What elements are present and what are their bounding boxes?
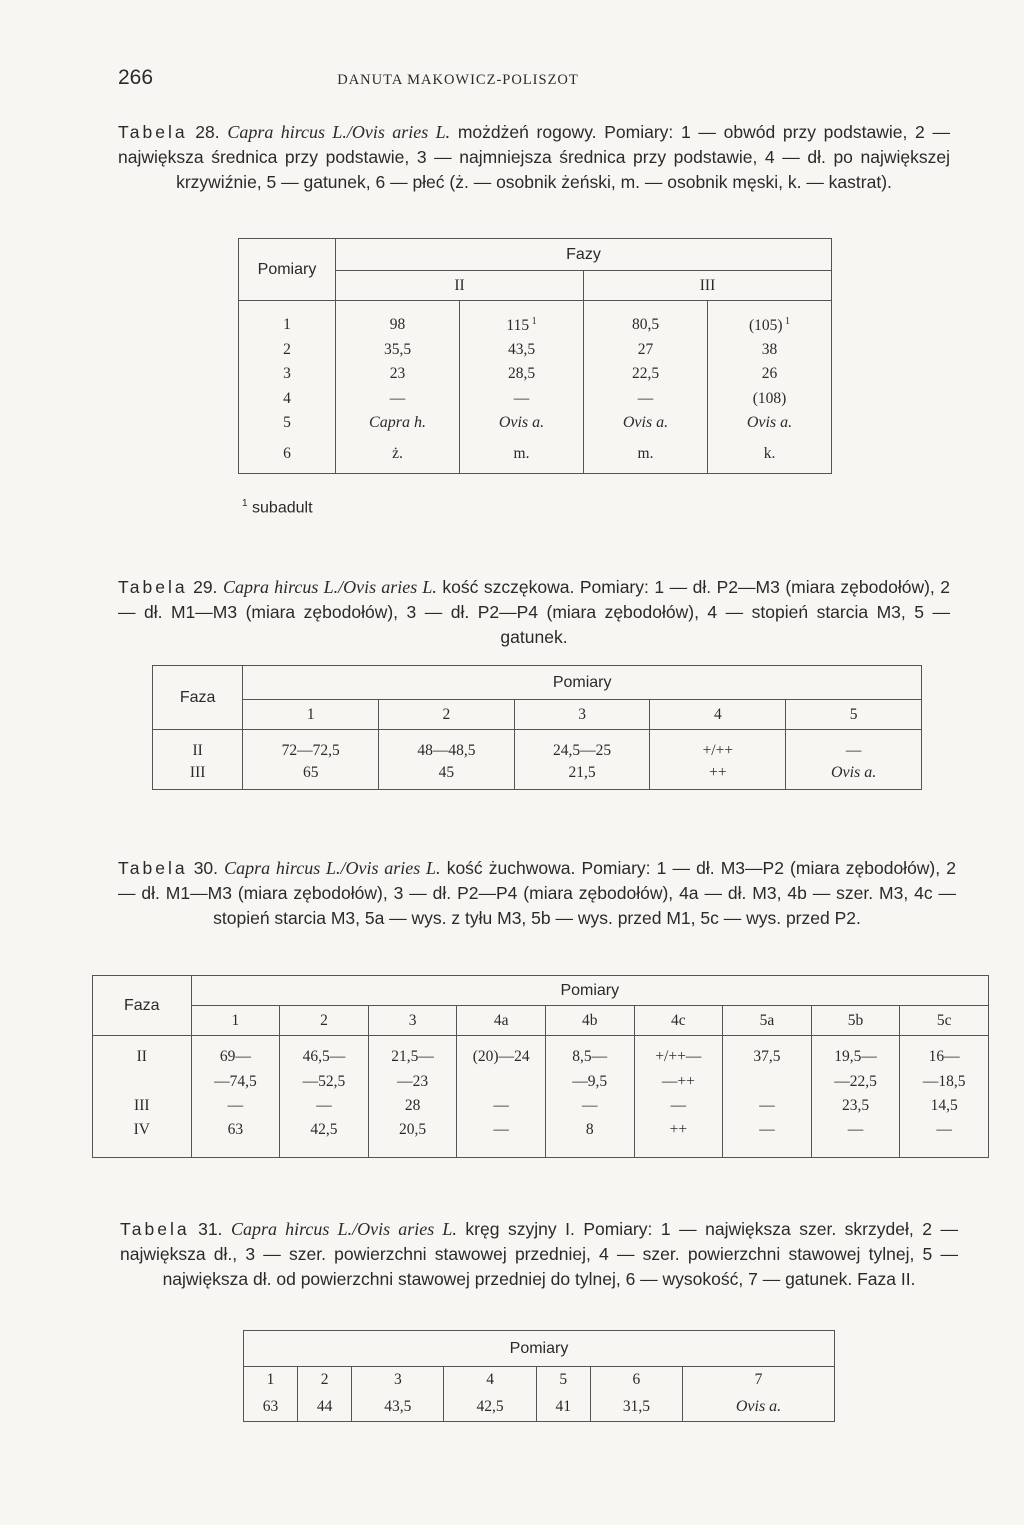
header-phase-ii: II bbox=[336, 271, 584, 301]
table-cell: 63 bbox=[191, 1118, 280, 1158]
table-cell: — bbox=[191, 1094, 280, 1118]
table-28-caption bbox=[118, 120, 950, 195]
table-cell: 43,5 bbox=[352, 1394, 444, 1422]
table-row bbox=[93, 1118, 989, 1158]
row-label: III bbox=[153, 764, 243, 790]
footnote-mark: 1 bbox=[242, 498, 248, 509]
table-cell: 65 bbox=[243, 764, 379, 790]
table-30-caption bbox=[118, 856, 956, 931]
table-cell: 80,5 bbox=[584, 301, 708, 338]
table-29-caption bbox=[118, 575, 950, 650]
column-header: 2 bbox=[379, 700, 515, 730]
table-cell: 115 $^1$ bbox=[460, 301, 584, 338]
table-cell: (108) bbox=[708, 387, 832, 412]
caption-text: kość szczękowa. Pomiary: 1 — dł. P2—M3 (miara zębodołów), 2 — dł. M1—M3 (miara zębodołów), 3 — dł. P2—P4 (miara zębodołów), 4 — stopień starcia M3, 5 — gatunek. bbox=[118, 577, 951, 647]
caption-lead: Tabela bbox=[120, 1219, 190, 1239]
caption-text: kręg szyjny I. Pomiary: 1 — największa szer. skrzydeł, 2 — największa dł., 3 — szer. powierzchni stawowej przedniej, 4 — szer. powierzchni stawowej tylnej, 5 — największa dł. od powierzchni stawowej przedniej do tylnej, 6 — wysokość, 7 — gatunek. Faza II. bbox=[120, 1219, 958, 1289]
caption-species: Capra hircus L./Ovis aries L. bbox=[227, 122, 451, 142]
table-cell: 43,5 bbox=[460, 338, 584, 363]
table-cell: 16— bbox=[928, 1047, 960, 1065]
caption-species: Capra hircus L./Ovis aries L. bbox=[224, 858, 441, 878]
table-cell: —52,5 bbox=[280, 1070, 369, 1094]
table-cell: Capra h. bbox=[336, 411, 460, 436]
column-header: 4 bbox=[650, 700, 786, 730]
column-header: 3 bbox=[352, 1367, 444, 1394]
table-cell: (105) $^1$ bbox=[708, 301, 832, 338]
table-cell: 37,5 bbox=[723, 1036, 812, 1070]
table-cell: 24,5—25 bbox=[514, 730, 650, 764]
table-cell: m. bbox=[460, 436, 584, 474]
table-cell: Ovis a. bbox=[460, 411, 584, 436]
table-cell: ++ bbox=[650, 764, 786, 790]
caption-number: 31. bbox=[198, 1219, 223, 1239]
table-cell: 28 bbox=[368, 1094, 457, 1118]
column-header: 5 bbox=[536, 1367, 590, 1394]
caption-lead: Tabela bbox=[118, 122, 188, 142]
table-cell: 14,5 bbox=[930, 1096, 958, 1114]
table-cell: Ovis a. bbox=[708, 411, 832, 436]
table-cell: Ovis a. bbox=[735, 1398, 782, 1416]
column-header: 1 bbox=[191, 1006, 280, 1036]
table-row bbox=[93, 1036, 989, 1070]
column-header: 4b bbox=[545, 1006, 634, 1036]
table-cell bbox=[457, 1070, 546, 1094]
row-label: IV bbox=[93, 1118, 192, 1158]
column-header: 7 bbox=[754, 1371, 763, 1389]
table-cell: 21,5 bbox=[514, 764, 650, 790]
column-header: 3 bbox=[514, 700, 650, 730]
table-row bbox=[239, 338, 832, 363]
row-label: 5 bbox=[239, 411, 336, 436]
table-row bbox=[239, 411, 832, 436]
caption-lead: Tabela bbox=[118, 858, 188, 878]
table-cell: 26 bbox=[708, 362, 832, 387]
row-label: II bbox=[93, 1036, 192, 1070]
table-cell: Ovis a. bbox=[584, 411, 708, 436]
column-header: 3 bbox=[368, 1006, 457, 1036]
table-cell: —74,5 bbox=[191, 1070, 280, 1094]
table-cell: 41 bbox=[536, 1394, 590, 1422]
table-cell: — bbox=[723, 1094, 812, 1118]
table-row bbox=[153, 730, 922, 764]
caption-text: możdżeń rogowy. Pomiary: 1 — obwód przy podstawie, 2 — największa średnica przy podstawie, 3 — najmniejsza średnica przy podstawie, 4 — dł. po największej krzywiźnie, 5 — gatunek, 6 — płeć (ż. — osobnik żeński, m. — osobnik męski, k. — kastrat). bbox=[118, 122, 950, 192]
table-row bbox=[93, 1094, 989, 1118]
table-cell: 8 bbox=[545, 1118, 634, 1158]
table-row bbox=[239, 387, 832, 412]
table-cell: —9,5 bbox=[545, 1070, 634, 1094]
table-cell: — bbox=[460, 387, 584, 412]
header-faza: Faza bbox=[93, 976, 192, 1036]
caption-species: Capra hircus L./Ovis aries L. bbox=[222, 577, 437, 597]
row-label: 1 bbox=[239, 301, 336, 338]
table-row bbox=[153, 764, 922, 790]
table-row bbox=[239, 362, 832, 387]
table-30 bbox=[92, 975, 989, 1158]
column-header: 2 bbox=[280, 1006, 369, 1036]
row-label: 4 bbox=[239, 387, 336, 412]
table-cell: —23 bbox=[368, 1070, 457, 1094]
footnote-text: subadult bbox=[252, 499, 313, 517]
table-cell: — bbox=[457, 1094, 546, 1118]
table-cell: 20,5 bbox=[368, 1118, 457, 1158]
header-pomiary: Pomiary bbox=[244, 1331, 835, 1367]
table-cell bbox=[723, 1070, 812, 1094]
table-cell: —++ bbox=[634, 1070, 723, 1094]
table-row bbox=[239, 301, 832, 338]
header-pomiary: Pomiary bbox=[239, 239, 336, 301]
column-header: 5a bbox=[723, 1006, 812, 1036]
table-cell: 28,5 bbox=[460, 362, 584, 387]
caption-number: 29. bbox=[193, 577, 218, 597]
table-row bbox=[239, 436, 832, 474]
table-cell: — bbox=[811, 1118, 900, 1158]
page-header bbox=[118, 66, 968, 96]
table-cell: 46,5— bbox=[280, 1036, 369, 1070]
caption-number: 28. bbox=[195, 122, 220, 142]
table-cell: — bbox=[723, 1118, 812, 1158]
running-title: DANUTA MAKOWICZ-POLISZOT bbox=[337, 72, 579, 88]
footnote-ref: 1 bbox=[529, 315, 537, 327]
table-cell: — bbox=[584, 387, 708, 412]
column-header: 5b bbox=[811, 1006, 900, 1036]
table-cell: ż. bbox=[336, 436, 460, 474]
row-label: 3 bbox=[239, 362, 336, 387]
column-header: 5 bbox=[849, 705, 858, 723]
header-fazy: Fazy bbox=[336, 239, 832, 271]
table-cell: m. bbox=[584, 436, 708, 474]
table-cell: 63 bbox=[244, 1394, 298, 1422]
table-cell: — bbox=[634, 1094, 723, 1118]
footnote-ref: 1 bbox=[782, 315, 791, 327]
table-cell: — bbox=[280, 1094, 369, 1118]
table-cell: 72—72,5 bbox=[243, 730, 379, 764]
table-cell: 31,5 bbox=[590, 1394, 682, 1422]
table-cell: 98 bbox=[336, 301, 460, 338]
column-header: 2 bbox=[298, 1367, 352, 1394]
header-phase-iii: III bbox=[584, 271, 832, 301]
table-cell: 45 bbox=[379, 764, 515, 790]
table-cell: 27 bbox=[584, 338, 708, 363]
table-cell: 22,5 bbox=[584, 362, 708, 387]
page-number: 266 bbox=[118, 66, 154, 89]
table-cell: 38 bbox=[708, 338, 832, 363]
table-cell: — bbox=[936, 1121, 952, 1139]
footnote bbox=[242, 498, 313, 517]
table-cell: 23 bbox=[336, 362, 460, 387]
row-label: 6 bbox=[239, 436, 336, 474]
table-cell: —18,5 bbox=[922, 1072, 966, 1090]
table-31-caption bbox=[120, 1217, 958, 1292]
table-cell: +/++ bbox=[650, 730, 786, 764]
table-row bbox=[93, 1070, 989, 1094]
caption-text: kość żuchwowa. Pomiary: 1 — dł. M3—P2 (miara zębodołów), 2 — dł. M1—M3 (miara zębodołów), 3 — dł. P2—P4 (miara zębodołów), 4a — dł. M3, 4b — szer. M3, 4c — stopień starcia M3, 5a — wys. z tyłu M3, 5b — wys. przed M1, 5c — wys. przed P2. bbox=[118, 858, 956, 928]
column-header: 4a bbox=[457, 1006, 546, 1036]
row-label: 2 bbox=[239, 338, 336, 363]
row-label: III bbox=[93, 1094, 192, 1118]
table-cell: 23,5 bbox=[811, 1094, 900, 1118]
column-header: 4 bbox=[444, 1367, 536, 1394]
row-label bbox=[93, 1070, 192, 1094]
header-pomiary: Pomiary bbox=[243, 666, 922, 700]
table-cell: — bbox=[457, 1118, 546, 1158]
header-faza: Faza bbox=[153, 666, 243, 730]
table-cell: Ovis a. bbox=[830, 764, 877, 782]
table-cell: — bbox=[336, 387, 460, 412]
table-29 bbox=[152, 665, 922, 790]
table-28 bbox=[238, 238, 832, 474]
table-cell: —22,5 bbox=[811, 1070, 900, 1094]
table-cell: +/++— bbox=[634, 1036, 723, 1070]
column-header: 1 bbox=[243, 700, 379, 730]
table-cell: 44 bbox=[298, 1394, 352, 1422]
table-cell: 48—48,5 bbox=[379, 730, 515, 764]
column-header: 5c bbox=[936, 1011, 952, 1029]
column-header: 6 bbox=[590, 1367, 682, 1394]
table-cell: 69— bbox=[191, 1036, 280, 1070]
caption-number: 30. bbox=[193, 858, 219, 878]
table-31 bbox=[243, 1330, 835, 1422]
table-cell: k. bbox=[708, 436, 832, 474]
header-pomiary: Pomiary bbox=[191, 976, 988, 1006]
table-cell: 21,5— bbox=[368, 1036, 457, 1070]
row-label: II bbox=[153, 730, 243, 764]
table-cell: ++ bbox=[634, 1118, 723, 1158]
table-cell: — bbox=[545, 1094, 634, 1118]
column-header: 4c bbox=[634, 1006, 723, 1036]
caption-species: Capra hircus L./Ovis aries L. bbox=[230, 1219, 457, 1239]
table-cell: (20)—24 bbox=[457, 1036, 546, 1070]
table-cell: — bbox=[845, 741, 862, 759]
caption-lead: Tabela bbox=[118, 577, 188, 597]
table-cell: 42,5 bbox=[444, 1394, 536, 1422]
table-cell: 19,5— bbox=[811, 1036, 900, 1070]
table-cell: 42,5 bbox=[280, 1118, 369, 1158]
table-cell: 35,5 bbox=[336, 338, 460, 363]
table-cell: 8,5— bbox=[545, 1036, 634, 1070]
column-header: 1 bbox=[244, 1367, 298, 1394]
